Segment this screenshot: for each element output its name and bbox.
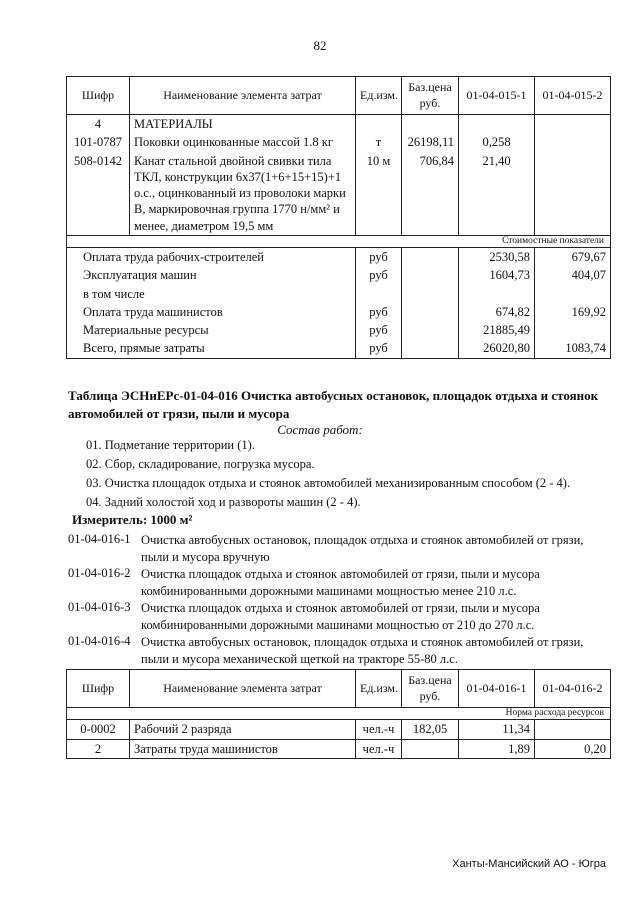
summary-value-2: 1083,74 (535, 339, 611, 358)
variant-text: Очистка автобусных остановок, площадок отдыха и стоянок автомобилей от грязи, пыли и мусора вручную (141, 533, 584, 564)
section-number: 4 (67, 115, 130, 134)
row-value-1: 1,89 (459, 739, 535, 758)
summary-name: Оплата труда рабочих-строителей (67, 248, 356, 267)
summary-value-1: 2530,58 (459, 248, 535, 267)
row-name: Затраты труда машинистов (130, 739, 356, 758)
header-unit: Ед.изм. (356, 670, 402, 708)
summary-name: Оплата труда машинистов (67, 303, 356, 321)
work-item: 01. Подметание территории (1). (86, 438, 255, 452)
norm-label-row (67, 708, 611, 720)
variant-code: 01-04-016-4 (68, 634, 131, 648)
summary-name: Эксплуатация машин (67, 266, 356, 284)
table-row (67, 739, 611, 758)
summary-unit: руб (356, 266, 402, 284)
cost-indicators-row (67, 235, 611, 247)
summary-value-1: 21885,49 (459, 321, 535, 339)
summary-unit: руб (356, 303, 402, 321)
row-value-1: 0,258 (459, 133, 535, 151)
summary-unit: руб (356, 321, 402, 339)
summary-name: в том числе (67, 285, 356, 303)
table-header-row (67, 77, 611, 115)
variant-text: Очистка площадок отдыха и стоянок автомобилей от грязи, пыли и мусора комбинированными дорожными машинами мощностью от 210 до 270 л.с. (141, 601, 540, 632)
header-variant-1: 01-04-015-1 (459, 77, 535, 115)
composition-title: Состав работ: (277, 422, 363, 437)
row-price: 182,05 (402, 720, 459, 739)
resource-table-016 (66, 669, 611, 759)
row-value-2 (535, 152, 611, 236)
header-price: Баз.цена руб. (402, 670, 459, 708)
header-price: Баз.цена руб. (402, 77, 459, 115)
row-price: 26198,11 (402, 133, 459, 151)
summary-row (67, 266, 611, 284)
row-name: Рабочий 2 разряда (130, 720, 356, 739)
variant-code: 01-04-016-3 (68, 600, 131, 614)
summary-value-1: 674,82 (459, 303, 535, 321)
header-code: Шифр (67, 77, 130, 115)
table-header-row (67, 670, 611, 708)
row-value-1: 11,34 (459, 720, 535, 739)
page-number: 82 (313, 38, 327, 53)
cost-indicators-label: Стоимостные показатели (459, 235, 611, 247)
summary-row (67, 339, 611, 358)
row-unit: 10 м (356, 152, 402, 236)
row-unit: чел.-ч (356, 720, 402, 739)
meter: Измеритель: 1000 м² (72, 512, 193, 527)
table-row (67, 152, 611, 236)
row-unit: чел.-ч (356, 739, 402, 758)
summary-value-2 (535, 321, 611, 339)
row-price: 706,84 (402, 152, 459, 236)
summary-unit: руб (356, 339, 402, 358)
variant-code: 01-04-016-2 (68, 566, 131, 580)
summary-value-2: 679,67 (535, 248, 611, 267)
row-unit: т (356, 133, 402, 151)
header-variant-2: 01-04-016-2 (535, 670, 611, 708)
row-code: 2 (67, 739, 130, 758)
header-name: Наименование элемента затрат (130, 670, 356, 708)
summary-value-2: 404,07 (535, 266, 611, 284)
header-variant-2: 01-04-015-2 (535, 77, 611, 115)
summary-value-1: 26020,80 (459, 339, 535, 358)
variant-text: Очистка автобусных остановок, площадок отдыха и стоянок автомобилей от грязи, пыли и мусора механической щеткой на тракторе 55-80 л.с. (141, 635, 584, 666)
summary-name: Всего, прямые затраты (67, 339, 356, 358)
row-value-2: 0,20 (535, 739, 611, 758)
row-price (402, 739, 459, 758)
norm-label: Норма расхода ресурсов (459, 708, 611, 720)
table-title: Таблица ЭСНиЕРс-01-04-016 Очистка автобусных остановок, площадок отдыха и стоянок автомобилей от грязи, пыли и мусора (68, 388, 599, 422)
row-value-2 (535, 133, 611, 151)
row-code: 508-0142 (67, 152, 130, 236)
summary-row (67, 321, 611, 339)
footer-region: Ханты-Мансийский АО - Югра (452, 858, 606, 870)
resource-table-015 (66, 76, 611, 359)
row-value-1: 21,40 (459, 152, 535, 236)
row-name: Поковки оцинкованные массой 1.8 кг (130, 133, 356, 151)
summary-row (67, 248, 611, 267)
summary-row (67, 303, 611, 321)
header-variant-1: 01-04-016-1 (459, 670, 535, 708)
row-name: Канат стальной двойной свивки тила ТКЛ, конструкции 6х37(1+6+15+15)+1 о.с., оцинкованный из проволоки марки В, маркировочная группа 1770 н/мм² и менее, диаметром 19,5 мм (130, 152, 356, 236)
header-unit: Ед.изм. (356, 77, 402, 115)
summary-value-2: 169,92 (535, 303, 611, 321)
table-row (67, 720, 611, 739)
section-title: МАТЕРИАЛЫ (130, 115, 356, 134)
summary-value-1: 1604,73 (459, 266, 535, 284)
variant-code: 01-04-016-1 (68, 532, 131, 546)
work-item: 02. Сбор, складирование, погрузка мусора. (86, 457, 315, 471)
section-row (67, 115, 611, 134)
variant-text: Очистка площадок отдыха и стоянок автомобилей от грязи, пыли и мусора комбинированными дорожными машинами мощностью менее 210 л.с. (141, 567, 540, 598)
summary-unit: руб (356, 248, 402, 267)
work-item: 04. Задний холостой ход и развороты машин (2 - 4). (86, 495, 361, 509)
row-value-2 (535, 720, 611, 739)
table-row (67, 133, 611, 151)
summary-name: Материальные ресурсы (67, 321, 356, 339)
header-name: Наименование элемента затрат (130, 77, 356, 115)
work-item: 03. Очистка площадок отдыха и стоянок автомобилей механизированным способом (2 - 4). (86, 476, 571, 490)
row-code: 0-0002 (67, 720, 130, 739)
summary-row (67, 285, 611, 303)
header-code: Шифр (67, 670, 130, 708)
row-code: 101-0787 (67, 133, 130, 151)
